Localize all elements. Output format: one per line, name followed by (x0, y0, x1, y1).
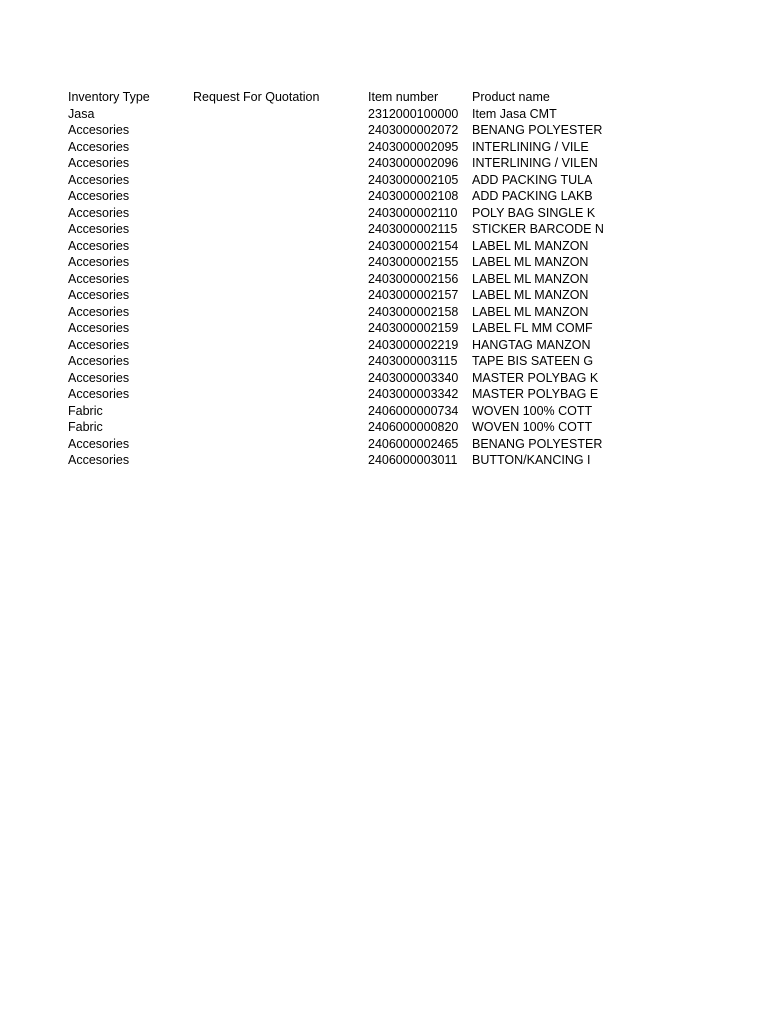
cell-product-name: ADD PACKING LAKB (472, 189, 593, 203)
cell-inventory-type: Accesories (68, 387, 130, 401)
table-body (68, 106, 604, 469)
cell-inventory-type: Accesories (68, 255, 130, 269)
table-row (68, 337, 591, 354)
cell-item-number: 2403000002155 (368, 255, 459, 269)
cell-inventory-type: Accesories (68, 304, 130, 319)
spreadsheet-table (68, 89, 604, 469)
table-row (68, 106, 584, 123)
cell-item-number: 2406000003011 (368, 453, 458, 467)
cell-inventory-type: Accesories (68, 189, 130, 203)
cell-inventory-type: Accesories (68, 354, 130, 368)
cell-item-number: 2403000002110 (368, 205, 458, 220)
cell-item-number: 2403000002105 (368, 172, 459, 187)
cell-item-number: 2403000003340 (368, 370, 459, 385)
cell-product-name: BENANG POLYESTER (472, 123, 603, 137)
cell-item-number: 2406000002465 (368, 436, 459, 451)
cell-inventory-type: Accesories (68, 205, 130, 220)
table-row (68, 452, 591, 469)
cell-product-name: STICKER BARCODE N (472, 222, 604, 236)
table-row (68, 271, 589, 288)
table-row (68, 254, 589, 271)
table-row (68, 155, 598, 172)
table-row (68, 205, 596, 222)
cell-item-number: 2406000000820 (368, 420, 459, 434)
cell-item-number: 2403000003342 (368, 387, 459, 401)
cell-product-name: BENANG POLYESTER (472, 436, 603, 451)
cell-inventory-type: Accesories (68, 156, 130, 170)
header-product-name: Product name (472, 90, 550, 104)
cell-inventory-type: Fabric (68, 403, 103, 418)
cell-product-name: Item Jasa CMT (472, 106, 557, 121)
cell-product-name: LABEL ML MANZON (472, 255, 589, 269)
cell-item-number: 2403000002157 (368, 288, 459, 302)
cell-product-name: LABEL FL MM COMF (472, 321, 593, 335)
table-row (68, 122, 603, 139)
table-row (68, 238, 589, 255)
table-row (68, 353, 594, 370)
cell-item-number: 2403000003115 (368, 354, 458, 368)
cell-product-name: ADD PACKING TULA (472, 172, 593, 187)
cell-product-name: MASTER POLYBAG E (472, 387, 599, 401)
table-row (68, 419, 593, 436)
header-item-number: Item number (368, 90, 439, 104)
cell-product-name: LABEL ML MANZON (472, 288, 589, 302)
cell-product-name: LABEL ML MANZON (472, 271, 589, 286)
cell-product-name: INTERLINING / VILEN (472, 156, 598, 170)
table-row (68, 172, 593, 189)
cell-inventory-type: Accesories (68, 321, 130, 335)
cell-inventory-type: Accesories (68, 172, 130, 187)
header-request-for-quotation: Request For Quotation (193, 90, 320, 104)
cell-item-number: 2403000002108 (368, 189, 459, 203)
table-row (68, 188, 593, 205)
cell-product-name: WOVEN 100% COTT (472, 420, 593, 434)
table-row (68, 370, 599, 387)
cell-item-number: 2403000002156 (368, 271, 459, 286)
cell-item-number: 2406000000734 (368, 403, 459, 418)
cell-product-name: LABEL ML MANZON (472, 304, 589, 319)
table-row (68, 320, 593, 337)
cell-inventory-type: Accesories (68, 139, 130, 154)
cell-item-number: 2312000100000 (368, 106, 459, 121)
cell-inventory-type: Jasa (68, 106, 95, 121)
cell-product-name: HANGTAG MANZON (472, 337, 591, 352)
cell-item-number: 2403000002096 (368, 156, 459, 170)
cell-item-number: 2403000002154 (368, 238, 459, 253)
cell-item-number: 2403000002158 (368, 304, 459, 319)
cell-product-name: LABEL ML MANZON (472, 238, 589, 253)
cell-product-name: INTERLINING / VILE (472, 139, 589, 154)
table-row (68, 386, 599, 403)
table-row (68, 221, 604, 238)
cell-product-name: TAPE BIS SATEEN G (472, 354, 594, 368)
table-row (68, 304, 589, 321)
header-row (68, 89, 584, 106)
table-row (68, 287, 589, 304)
cell-product-name: BUTTON/KANCING I (472, 453, 591, 467)
cell-product-name: WOVEN 100% COTT (472, 403, 593, 418)
cell-product-name: MASTER POLYBAG K (472, 370, 599, 385)
cell-item-number: 2403000002095 (368, 139, 459, 154)
cell-item-number: 2403000002219 (368, 337, 459, 352)
cell-inventory-type: Accesories (68, 123, 130, 137)
cell-inventory-type: Accesories (68, 370, 130, 385)
cell-inventory-type: Accesories (68, 238, 130, 253)
table-row (68, 436, 603, 453)
table-row (68, 139, 589, 156)
table-row (68, 403, 593, 420)
cell-inventory-type: Accesories (68, 453, 130, 467)
cell-product-name: POLY BAG SINGLE K (472, 205, 596, 220)
cell-item-number: 2403000002115 (368, 222, 458, 236)
cell-item-number: 2403000002159 (368, 321, 459, 335)
cell-inventory-type: Accesories (68, 337, 130, 352)
cell-inventory-type: Accesories (68, 436, 130, 451)
cell-inventory-type: Accesories (68, 222, 130, 236)
cell-inventory-type: Accesories (68, 288, 130, 302)
header-inventory-type: Inventory Type (68, 90, 150, 104)
cell-inventory-type: Accesories (68, 271, 130, 286)
cell-item-number: 2403000002072 (368, 123, 459, 137)
cell-inventory-type: Fabric (68, 420, 103, 434)
